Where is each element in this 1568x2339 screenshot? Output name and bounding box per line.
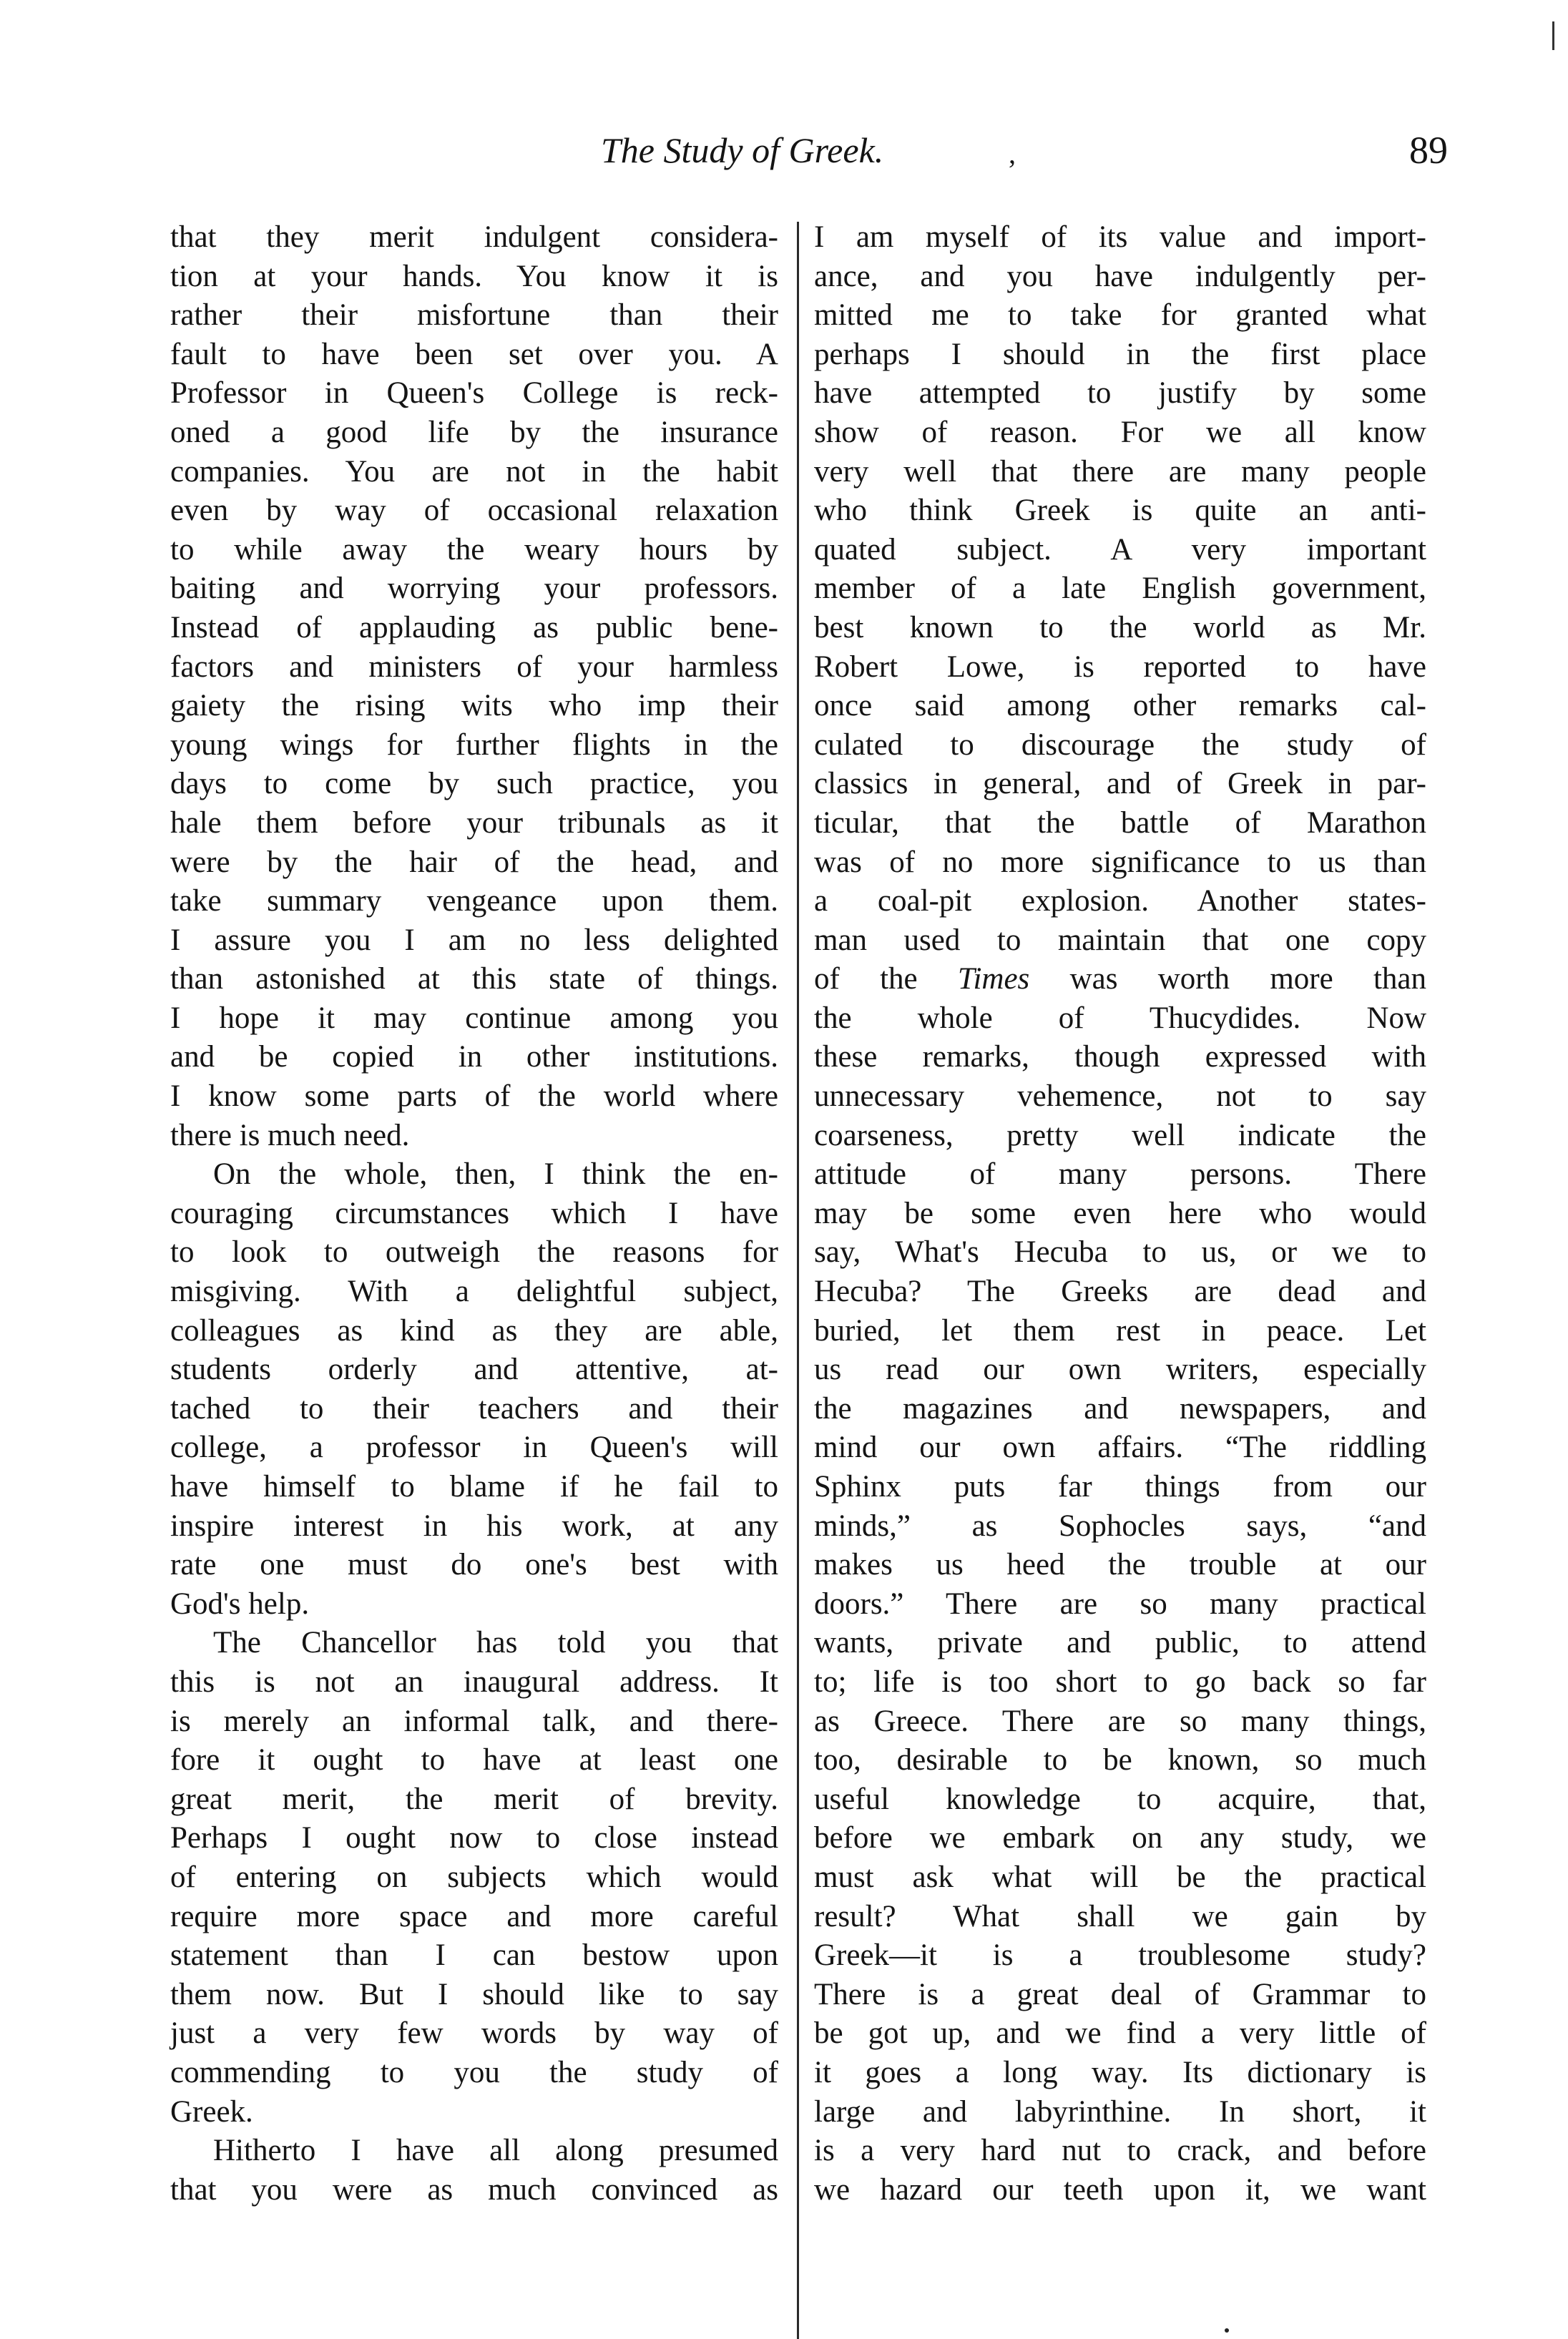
text-line: show of reason. For we all know — [814, 415, 1426, 449]
text-line: the whole of Thucydides. Now — [814, 1001, 1426, 1035]
text-line: too, desirable to be known, so much — [814, 1743, 1426, 1777]
text-line: inspire interest in his work, at any — [170, 1509, 778, 1543]
text-line: who think Greek is quite an anti- — [814, 494, 1426, 528]
column-divider — [797, 222, 799, 2339]
paragraph-end-line: there is much need. — [170, 1118, 410, 1152]
running-title: The Study of Greek. — [601, 130, 884, 170]
text-line: commending to you the study of — [170, 2055, 778, 2089]
text-line: fault to have been set over you. A — [170, 337, 778, 371]
scan-edge-mark — [1552, 21, 1554, 50]
text-line: I assure you I am no less delighted — [170, 923, 778, 957]
text-line: even by way of occasional relaxation — [170, 494, 778, 528]
text-line: statement than I can bestow upon — [170, 1938, 778, 1973]
text-line: us read our own writers, especially — [814, 1353, 1426, 1387]
text-line: colleagues as kind as they are able, — [170, 1313, 778, 1348]
stray-print-mark: , — [1009, 137, 1016, 170]
text-line: couraging circumstances which I have — [170, 1196, 778, 1230]
text-line: best known to the world as Mr. — [814, 610, 1426, 644]
text-line: Professor in Queen's College is reck- — [170, 376, 778, 411]
text-line: oned a good life by the insurance — [170, 415, 778, 449]
text-line: very well that there are many people — [814, 454, 1426, 489]
text-line: Robert Lowe, is reported to have — [814, 649, 1426, 684]
text-line: require more space and more careful — [170, 1899, 778, 1933]
page-number: 89 — [1409, 129, 1448, 172]
text-line: was of no more significance to us than — [814, 845, 1426, 879]
text-line: students orderly and attentive, at- — [170, 1353, 778, 1387]
text-line: have attempted to justify by some — [814, 376, 1426, 411]
text-line: that they merit indulgent considera- — [170, 220, 778, 254]
text-line: doors.” There are so many practical — [814, 1587, 1426, 1621]
text-line: There is a great deal of Grammar to — [814, 1977, 1426, 2011]
text-line: before we embark on any study, we — [814, 1821, 1426, 1855]
paragraph-end-line: Greek. — [170, 2094, 253, 2129]
text-line: Greek—it is a troublesome study? — [814, 1938, 1426, 1973]
text-line: young wings for further flights in the — [170, 727, 778, 762]
text-line-with-title — [814, 960, 1426, 999]
text-line: were by the hair of the head, and — [170, 845, 778, 879]
text-line: take summary vengeance upon them. — [170, 884, 778, 918]
text-line: of entering on subjects which would — [170, 1860, 778, 1894]
text-line: days to come by such practice, you — [170, 767, 778, 801]
text-line: man used to maintain that one copy — [814, 923, 1426, 957]
text-line: factors and ministers of your harmless — [170, 649, 778, 684]
text-line: is merely an informal talk, and there- — [170, 1704, 778, 1738]
text-line: useful knowledge to acquire, that, — [814, 1782, 1426, 1816]
text-line: this is not an inaugural address. It — [170, 1664, 778, 1699]
text-line: once said among other remarks cal- — [814, 689, 1426, 723]
text-line: perhaps I should in the first place — [814, 337, 1426, 371]
text-line: the magazines and newspapers, and — [814, 1391, 1426, 1426]
text-line: have himself to blame if he fail to — [170, 1470, 778, 1504]
text-line: Sphinx puts far things from our — [814, 1470, 1426, 1504]
text-line: to; life is too short to go back so far — [814, 1664, 1426, 1699]
text-line: unnecessary vehemence, not to say — [814, 1079, 1426, 1114]
text-line: Perhaps I ought now to close instead — [170, 1821, 778, 1855]
text-line: hale them before your tribunals as it — [170, 805, 778, 840]
paragraph-end-line: God's help. — [170, 1587, 310, 1621]
stray-dot — [1225, 2328, 1229, 2333]
text-line: a coal-pit explosion. Another states- — [814, 884, 1426, 918]
text-line: tion at your hands. You know it is — [170, 259, 778, 293]
text-line: coarseness, pretty well indicate the — [814, 1118, 1426, 1152]
text-line: companies. You are not in the habit — [170, 454, 778, 489]
text-line: college, a professor in Queen's will — [170, 1431, 778, 1465]
text-line: must ask what will be the practical — [814, 1860, 1426, 1894]
text-line: culated to discourage the study of — [814, 727, 1426, 762]
text-line: gaiety the rising wits who imp their — [170, 689, 778, 723]
paragraph-start-line: On the whole, then, I think the en- — [213, 1157, 778, 1192]
text-line: it goes a long way. Its dictionary is — [814, 2055, 1426, 2089]
text-line: is a very hard nut to crack, and before — [814, 2134, 1426, 2168]
text-line: baiting and worrying your professors. — [170, 572, 778, 606]
paragraph-start-line: Hitherto I have all along presumed — [213, 2134, 778, 2168]
text-line: makes us heed the trouble at our — [814, 1548, 1426, 1582]
text-line: that you were as much convinced as — [170, 2172, 778, 2207]
text-fragment: was worth more than — [1029, 962, 1426, 996]
text-line: be got up, and we find a very little of — [814, 2016, 1426, 2051]
text-line: I am myself of its value and import- — [814, 220, 1426, 254]
text-line: mitted me to take for granted what — [814, 298, 1426, 333]
text-line: buried, let them rest in peace. Let — [814, 1313, 1426, 1348]
text-line: Hecuba? The Greeks are dead and — [814, 1275, 1426, 1309]
paragraph-start-line: The Chancellor has told you that — [213, 1626, 778, 1660]
text-line: attitude of many persons. There — [814, 1157, 1426, 1192]
text-line: result? What shall we gain by — [814, 1899, 1426, 1933]
text-line: great merit, the merit of brevity. — [170, 1782, 778, 1816]
text-line: misgiving. With a delightful subject, — [170, 1275, 778, 1309]
text-line: these remarks, though expressed with — [814, 1040, 1426, 1074]
text-line: minds,” as Sophocles says, “and — [814, 1509, 1426, 1543]
text-line: Instead of applauding as public bene- — [170, 610, 778, 644]
text-line: mind our own affairs. “The riddling — [814, 1431, 1426, 1465]
text-line: as Greece. There are so many things, — [814, 1704, 1426, 1738]
text-line: say, What's Hecuba to us, or we to — [814, 1235, 1426, 1270]
text-line: classics in general, and of Greek in par- — [814, 767, 1426, 801]
newspaper-title: Times — [957, 962, 1030, 996]
text-line: tached to their teachers and their — [170, 1391, 778, 1426]
text-line: rather their misfortune than their — [170, 298, 778, 333]
left-text-column — [170, 218, 778, 2210]
text-line: wants, private and public, to attend — [814, 1626, 1426, 1660]
text-line: to while away the weary hours by — [170, 532, 778, 567]
text-line: than astonished at this state of things. — [170, 962, 778, 996]
text-line: member of a late English government, — [814, 572, 1426, 606]
text-line: ance, and you have indulgently per- — [814, 259, 1426, 293]
text-line: I know some parts of the world where — [170, 1079, 778, 1114]
text-line: large and labyrinthine. In short, it — [814, 2094, 1426, 2129]
text-line: may be some even here who would — [814, 1196, 1426, 1230]
text-line: to look to outweigh the reasons for — [170, 1235, 778, 1270]
text-line: ticular, that the battle of Marathon — [814, 805, 1426, 840]
text-line: and be copied in other institutions. — [170, 1040, 778, 1074]
text-line: I hope it may continue among you — [170, 1001, 778, 1035]
right-text-column — [814, 218, 1426, 2210]
text-fragment: of the — [814, 962, 958, 996]
text-line: them now. But I should like to say — [170, 1977, 778, 2011]
text-line: we hazard our teeth upon it, we want — [814, 2172, 1426, 2207]
text-line: fore it ought to have at least one — [170, 1743, 778, 1777]
text-line: quated subject. A very important — [814, 532, 1426, 567]
text-line: rate one must do one's best with — [170, 1548, 778, 1582]
text-line: just a very few words by way of — [170, 2016, 778, 2051]
